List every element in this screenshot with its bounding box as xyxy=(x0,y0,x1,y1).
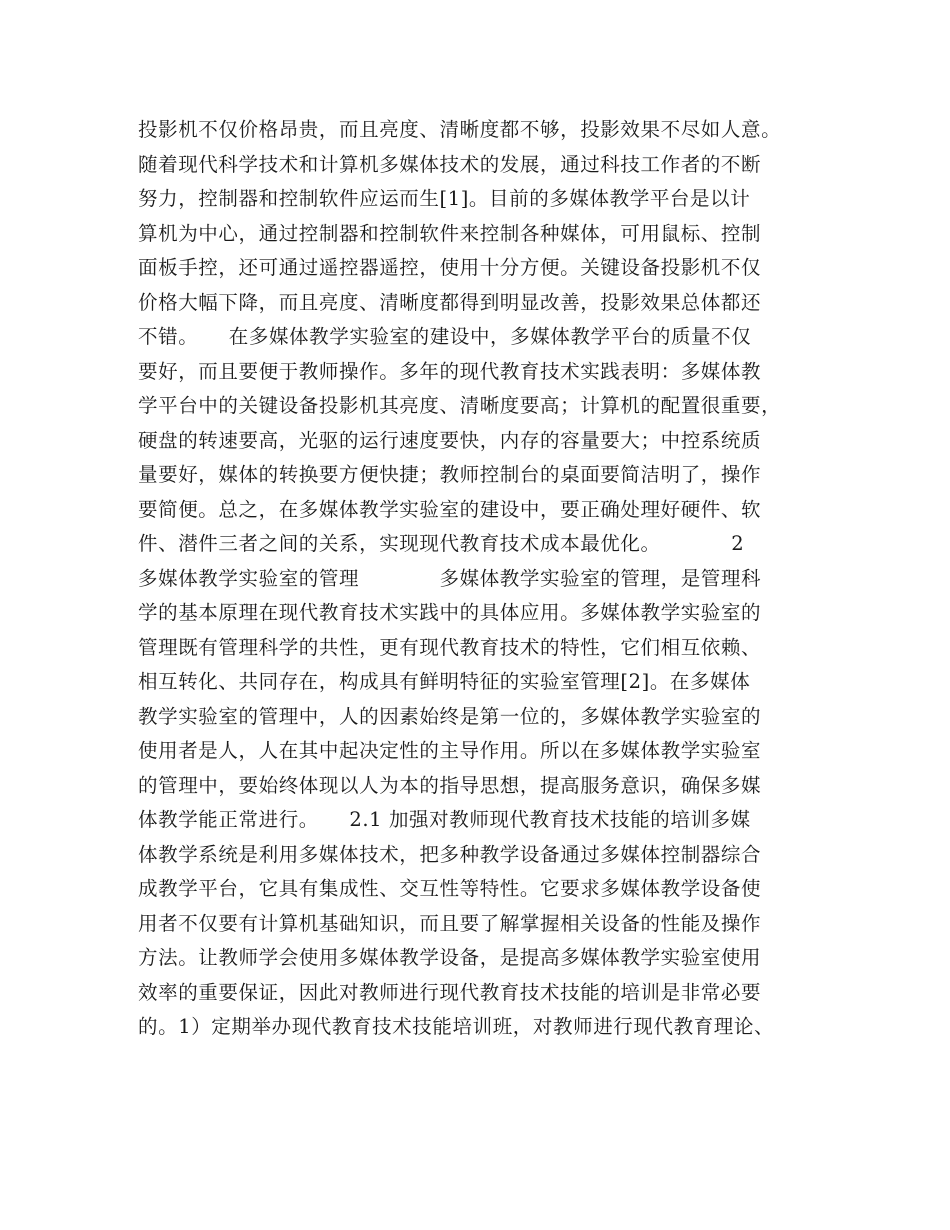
text-line: 学的基本原理在现代教育技术实践中的具体应用。多媒体教学实验室的 xyxy=(138,601,762,624)
text-line: 学平台中的关键设备投影机其亮度、清晰度要高；计算机的配置很重要， xyxy=(138,394,782,417)
text-line: 体教学系统是利用多媒体技术，把多种教学设备通过多媒体控制器综合 xyxy=(138,842,762,866)
text-line: 多媒体教学实验室的管理 多媒体教学实验室的管理，是管理科 xyxy=(138,566,762,590)
text-line: 教学实验室的管理中，人的因素始终是第一位的，多媒体教学实验室的 xyxy=(138,704,762,728)
text-line: 面板手控，还可通过遥控器遥控，使用十分方便。关键设备投影机不仅 xyxy=(138,256,762,279)
text-line: 随着现代科学技术和计算机多媒体技术的发展，通过科技工作者的不断 xyxy=(138,152,762,176)
text-line: 效率的重要保证，因此对教师进行现代教育技术技能的培训是非常必要 xyxy=(138,980,762,1004)
body-text xyxy=(138,113,818,1045)
text-line: 使用者是人，人在其中起决定性的主导作用。所以在多媒体教学实验室 xyxy=(138,739,762,762)
text-line: 的管理中，要始终体现以人为本的指导思想，提高服务意识，确保多媒 xyxy=(138,773,762,797)
text-line: 方法。让教师学会使用多媒体教学设备，是提高多媒体教学实验室使用 xyxy=(138,946,762,969)
text-line: 的。1）定期举办现代教育技术技能培训班，对教师进行现代教育理论、 xyxy=(138,1015,775,1038)
text-line: 用者不仅要有计算机基础知识，而且要了解掌握相关设备的性能及操作 xyxy=(138,911,762,935)
text-line: 要简便。总之，在多媒体教学实验室的建设中，要正确处理好硬件、软 xyxy=(138,497,762,521)
text-line: 相互转化、共同存在，构成具有鲜明特征的实验室管理[2]。在多媒体 xyxy=(138,670,751,693)
text-line: 投影机不仅价格昂贵，而且亮度、清晰度都不够，投影效果不尽如人意。 xyxy=(138,118,782,141)
text-line: 努力，控制器和控制软件应运而生[1]。目前的多媒体教学平台是以计 xyxy=(138,187,751,210)
text-line: 价格大幅下降，而且亮度、清晰度都得到明显改善，投影效果总体都还 xyxy=(138,290,762,314)
text-line: 体教学能正常进行。 2.1 加强对教师现代教育技术技能的培训多媒 xyxy=(138,808,751,831)
text-line: 管理既有管理科学的共性，更有现代教育技术的特性，它们相互依赖、 xyxy=(138,635,762,659)
text-line: 件、潜件三者之间的关系，实现现代教育技术成本最优化。 2 xyxy=(138,532,745,555)
text-line: 算机为中心，通过控制器和控制软件来控制各种媒体，可用鼠标、控制 xyxy=(138,221,762,245)
text-line: 要好，而且要便于教师操作。多年的现代教育技术实践表明：多媒体教 xyxy=(138,359,762,383)
text-line: 硬盘的转速要高，光驱的运行速度要快，内存的容量要大；中控系统质 xyxy=(138,428,762,452)
text-line: 量要好，媒体的转换要方便快捷；教师控制台的桌面要简洁明了，操作 xyxy=(138,463,762,486)
text-line: 不错。 在多媒体教学实验室的建设中，多媒体教学平台的质量不仅 xyxy=(138,325,752,348)
text-line: 成教学平台，它具有集成性、交互性等特性。它要求多媒体教学设备使 xyxy=(138,877,762,900)
